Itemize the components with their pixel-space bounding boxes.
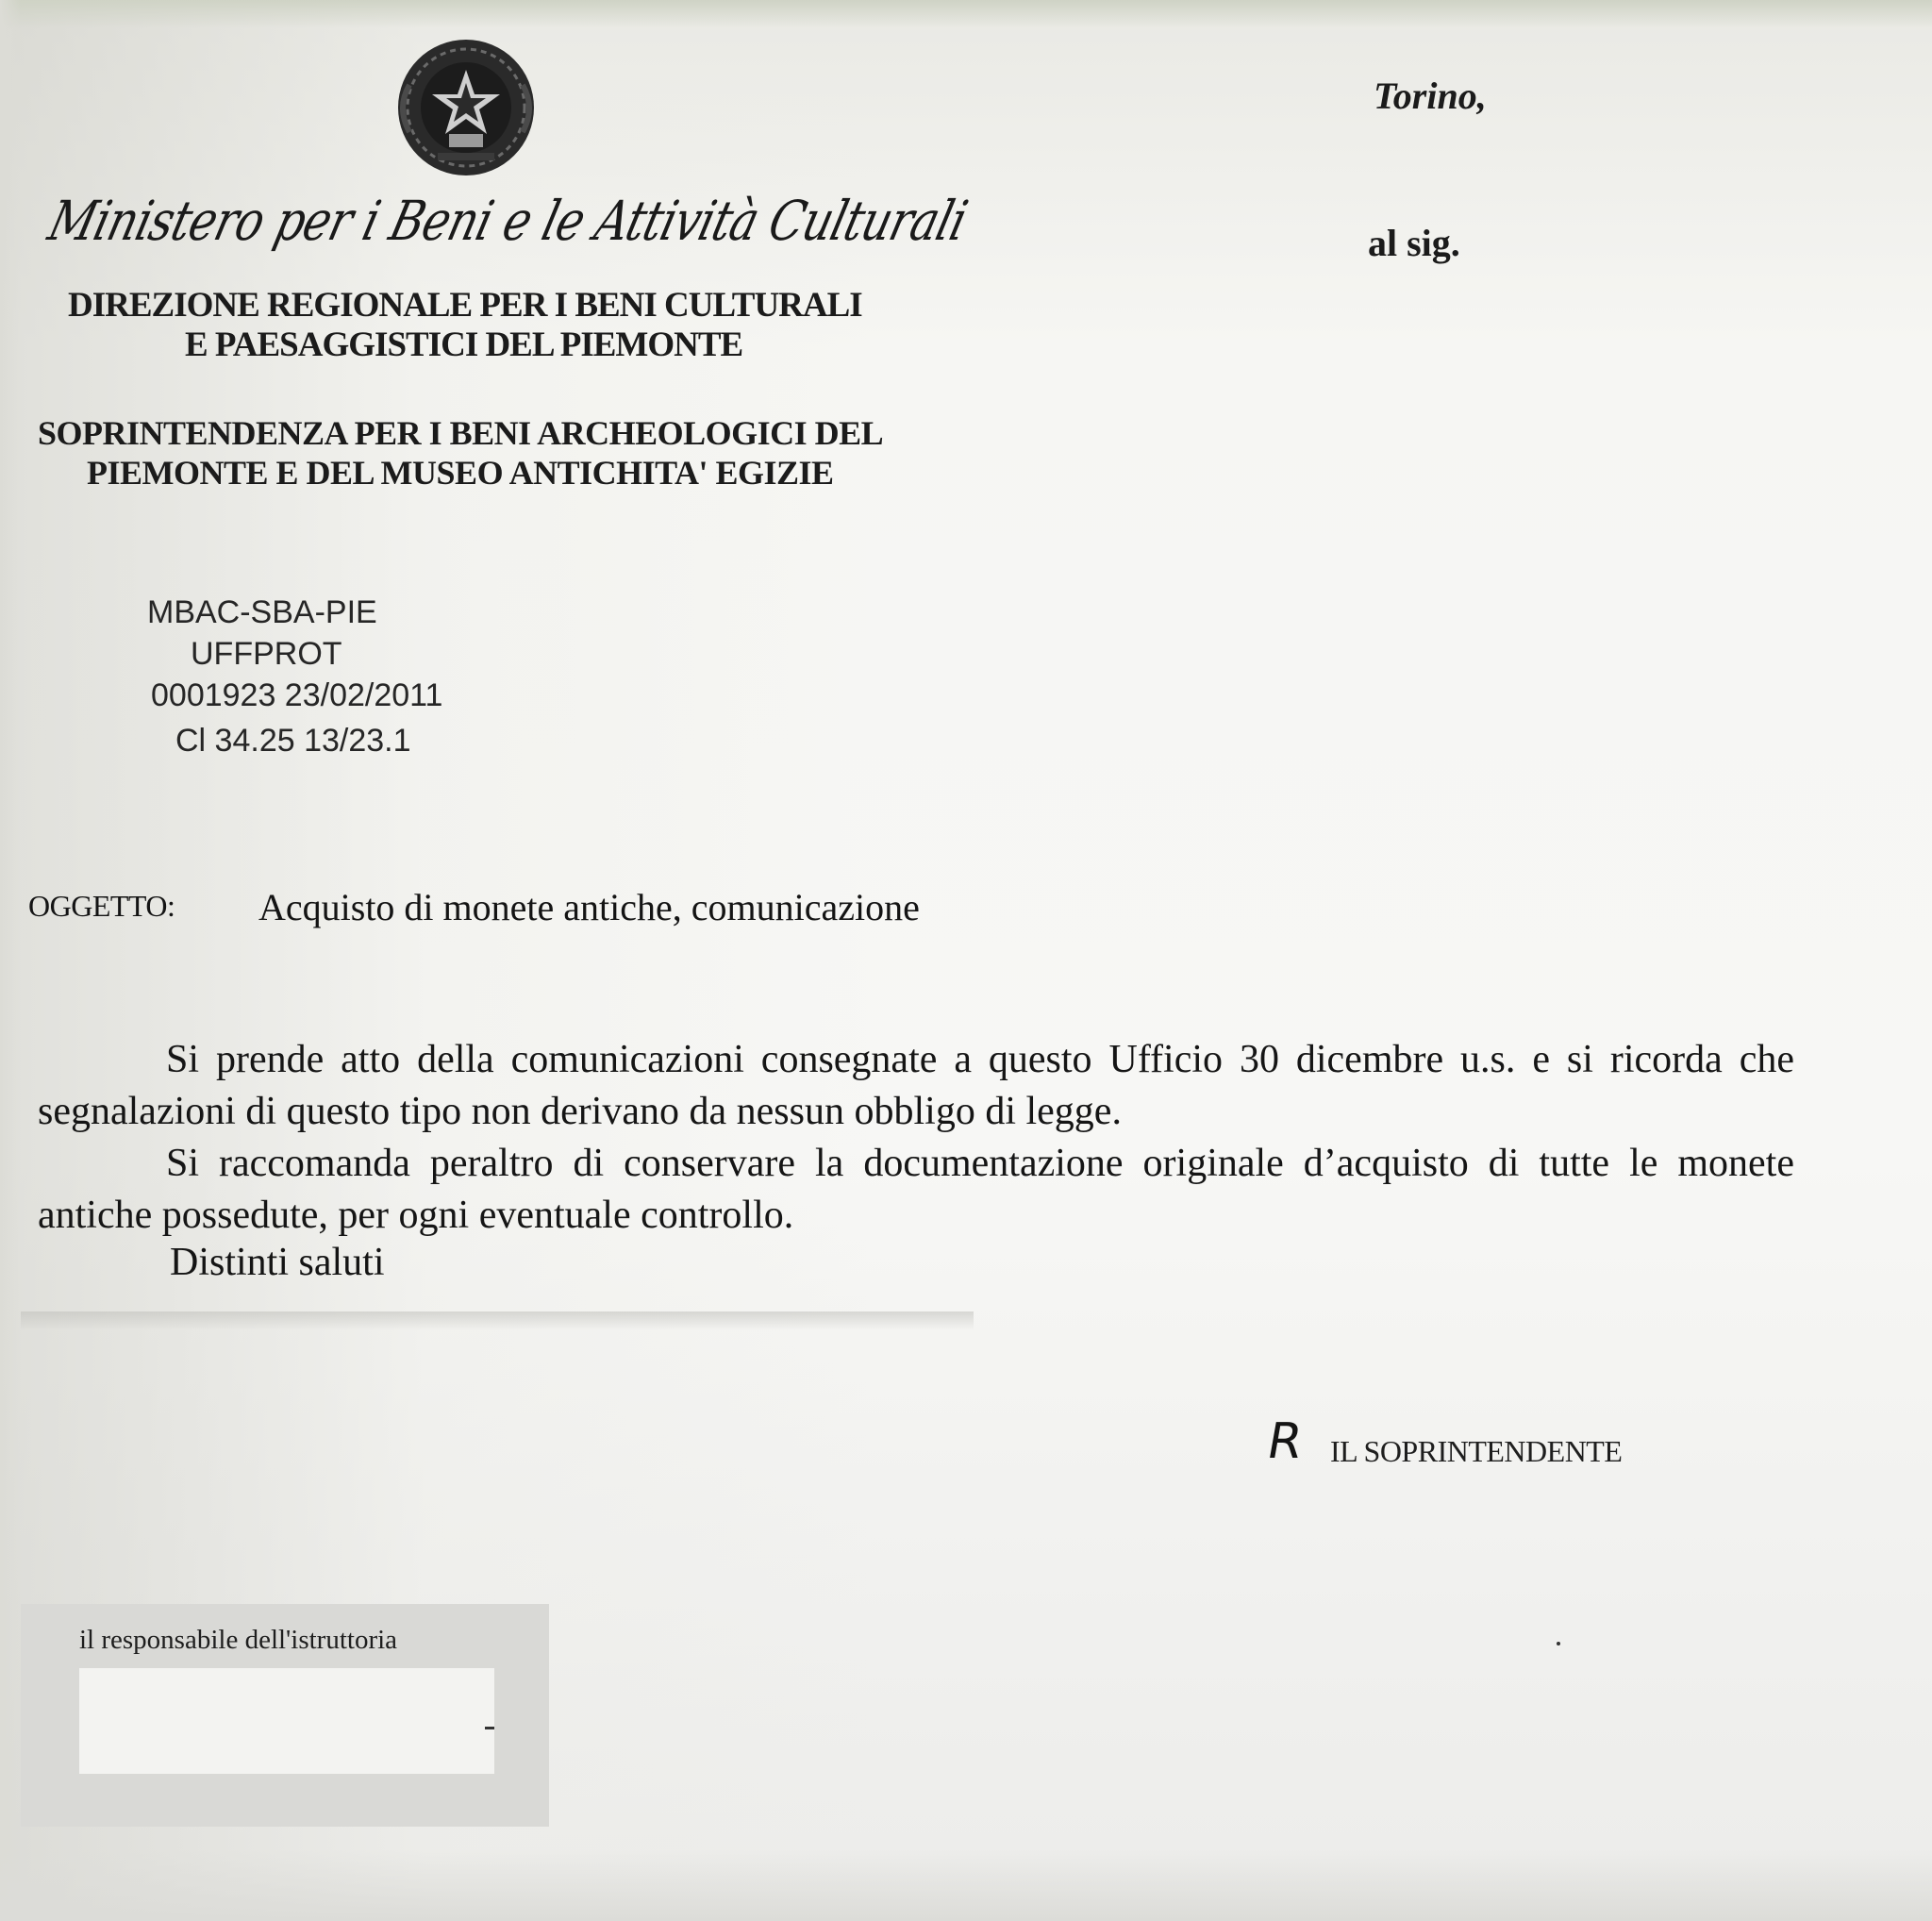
signer-title: IL SOPRINTENDENTE [1330,1434,1623,1468]
direction-title-line2: E PAESAGGISTICI DEL PIEMONTE [185,326,743,364]
body-paragraph-2: Si raccomanda peraltro di conservare la documentazione originale d’acquisto di tutte le monete antiche possedute, per ogni eventuale controllo. [38,1142,1794,1237]
stray-mark [485,1727,494,1729]
scan-edge-bottom [0,1849,1932,1921]
scan-edge-left [0,0,21,1921]
body-paragraph-1: Si prende atto della comunicazioni consegnate a questo Ufficio 30 dicembre u.s. e si ricorda che segnalazioni di questo tipo non derivano da nessun obbligo di legge. [38,1038,1794,1133]
scan-light-area [79,1668,494,1774]
scan-edge-top [0,0,1932,28]
subject-label: OGGETTO: [28,889,175,923]
signature-mark: R [1262,1413,1307,1470]
protocol-office: MBAC-SBA-PIE [147,594,377,630]
subject-text: Acquisto di monete antiche, comunicazione [258,886,920,928]
responsible-officer-label: il responsabile dell'istruttoria [79,1625,398,1655]
protocol-department: UFFPROT [191,636,342,672]
italian-republic-emblem-icon [387,28,545,187]
closing-salutation: Distinti saluti [170,1241,385,1284]
protocol-number-date: 0001923 23/02/2011 [151,677,443,713]
superintendency-title-line2: PIEMONTE E DEL MUSEO ANTICHITA' EGIZIE [87,454,834,492]
place: Torino, [1374,75,1487,117]
scan-shadow-band [21,1311,974,1330]
ministry-name: Ministero per i Beni e le Attività Culturali [42,189,974,253]
protocol-classification: Cl 34.25 13/23.1 [175,723,411,759]
recipient: al sig. [1368,222,1460,264]
superintendency-title-line1: SOPRINTENDENZA PER I BENI ARCHEOLOGICI DEL [38,414,884,452]
stray-mark [1557,1642,1560,1645]
direction-title-line1: DIREZIONE REGIONALE PER I BENI CULTURALI [68,286,862,325]
